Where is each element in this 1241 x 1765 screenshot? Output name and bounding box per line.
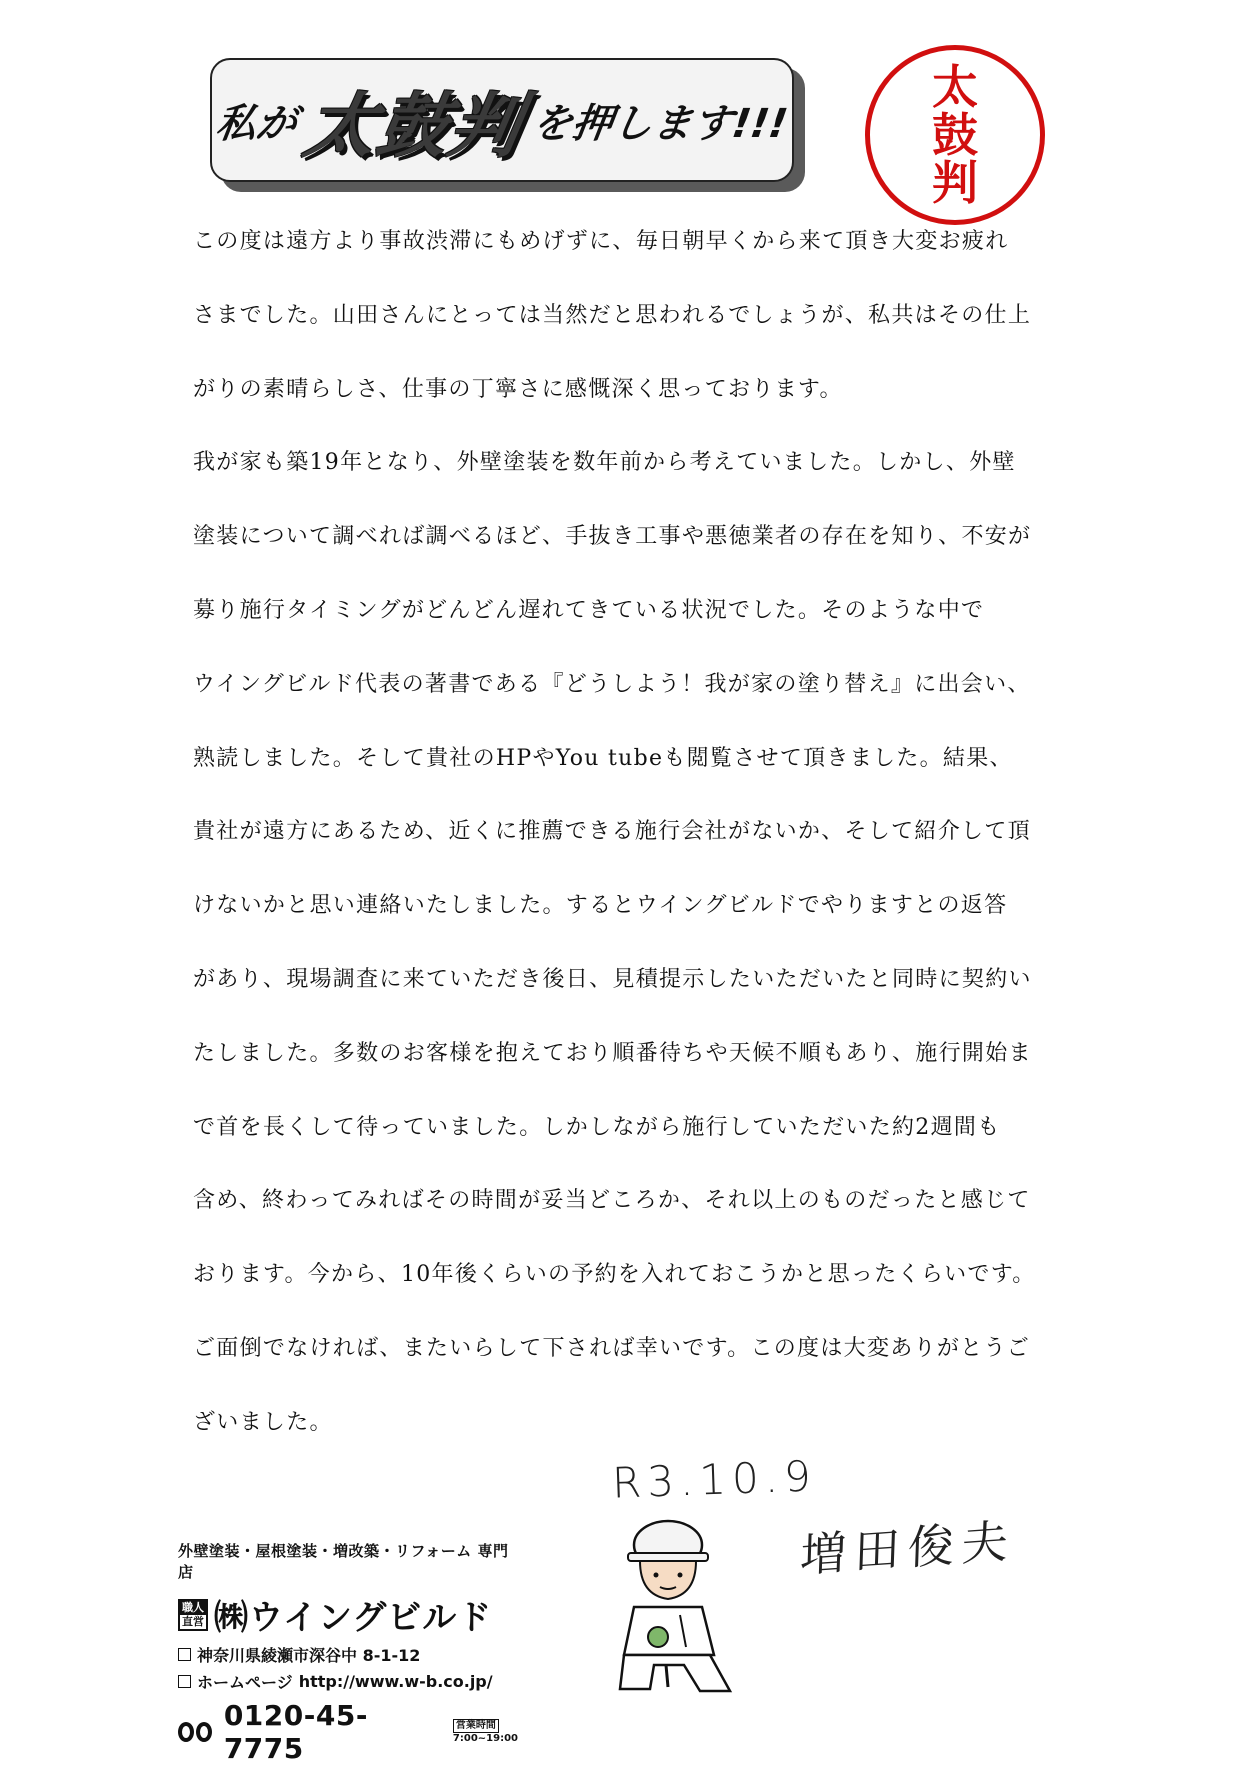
hours-value: 7:00~19:00 [452,1733,518,1744]
letter-line: ご面倒でなければ、またいらして下されば幸いです。この度は大変ありがとうご [193,1335,1031,1361]
company-name-row [178,1590,518,1639]
letter-line: があり、現場調査に来ていただき後日、見積提示したいただいたと同時に契約い [193,966,1032,992]
letter-line: さまでした。山田さんにとっては当然だと思われるでしょうが、私共はその仕上 [193,302,1032,328]
seal-char: 判 [932,156,978,210]
company-services: 外壁塗装・屋根塗装・増改築・リフォーム 専門店 [178,1542,509,1581]
banner-prefix: 私が [212,100,300,147]
company-name: ㈱ウイングビルド [214,1598,493,1638]
craftsman-badge [178,1599,208,1631]
seal-char: 太 [932,60,978,114]
badge-bottom: 直営 [182,1614,204,1628]
company-address-row [178,1643,518,1666]
company-info [178,1540,518,1765]
handwritten-signature: 増田俊夫 [799,1513,1017,1583]
business-hours [453,1719,518,1745]
handwritten-date: R3.10.9 [611,1451,818,1508]
homepage-label: ホームページ [197,1673,293,1692]
company-phone: 0120-45-7775 [223,1699,368,1765]
letter-line: 募り施行タイミングがどんどん遅れてきている状況でした。そのような中で [193,597,985,623]
letter-line: ざいました。 [193,1409,333,1435]
letter-line: 我が家も築19年となり、外壁塗装を数年前から考えていました。しかし、外壁 [193,450,1016,476]
company-phone-row [178,1699,518,1765]
freedial-icon [178,1720,218,1744]
letter-line: 塗装について調べれば調べるほど、手抜き工事や悪徳業者の存在を知り、不安が [193,524,1032,550]
letter-body [193,230,1053,1485]
letter-line: たしました。多数のお客様を抱えており順番待ちや天候不順もあり、施行開始ま [193,1040,1032,1066]
letter-line: けないかと思い連絡いたしました。するとウイングビルドでやりますとの返答 [193,893,1008,919]
letter-line: この度は遠方より事故渋滞にもめげずに、毎日朝早くから来て頂き大変お疲れ [193,229,1009,254]
company-homepage-row [178,1670,518,1693]
letter-line: がりの素晴らしさ、仕事の丁寧さに感慨深く思っております。 [193,376,843,402]
letter-line: で首を長くして待っていました。しかしながら施行していただいた約2週間も [193,1114,1001,1140]
company-address: 神奈川県綾瀬市深谷中 8-1-12 [197,1646,421,1665]
letter-line: 熟読しました。そして貴社のHPやYou tubeも閲覧させて頂きました。結果、 [193,745,1013,771]
letter-line: 貴社が遠方にあるため、近くに推薦できる施行会社がないか、そして紹介して頂 [193,819,1031,845]
letter-line: ウイングビルド代表の著書である『どうしよう！我が家の塗り替え』に出会い、 [193,671,1031,697]
worker-illustration [610,1515,740,1695]
checkbox-icon [178,1675,191,1688]
banner-suffix: を押します!!! [528,100,791,147]
banner-highlight: 太鼓判 [298,84,529,167]
checkbox-icon [178,1648,191,1661]
badge-top: 職人 [182,1600,204,1614]
hours-label: 営業時間 [453,1719,499,1733]
seal-char: 鼓 [932,108,978,162]
letter-line: 含め、終わってみればその時間が妥当どころか、それ以上のものだったと感じて [193,1188,1031,1214]
title-banner [210,58,794,182]
homepage-url: http://www.w-b.co.jp/ [298,1672,493,1691]
letter-line: おります。今から、10年後くらいの予約を入れておこうかと思ったくらいです。 [193,1262,1036,1288]
seal-stamp [865,45,1045,225]
